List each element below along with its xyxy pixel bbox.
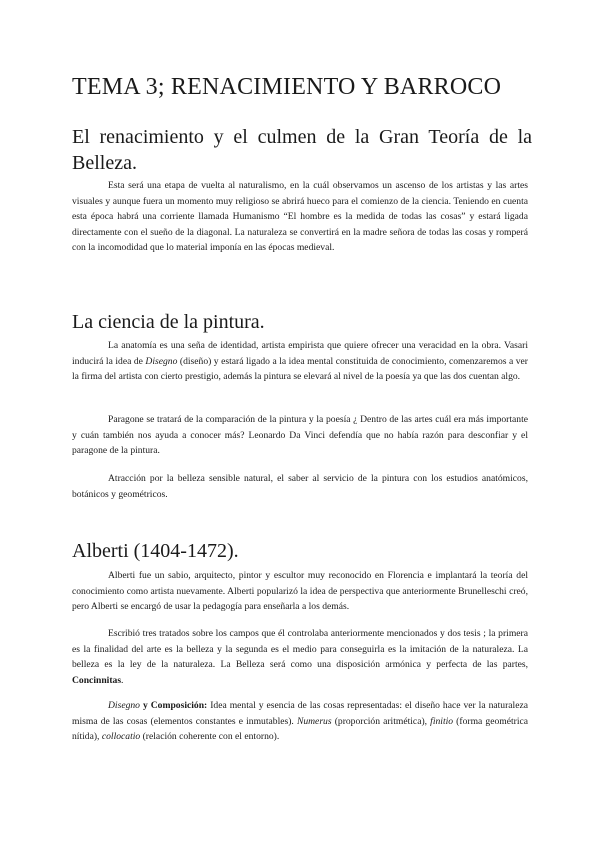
section-heading-alberti: Alberti (1404-1472). <box>72 540 239 562</box>
paragraph-text: Escribió tres tratados sobre los campos que él controlaba anteriormente mencionados y dos tesis ; la primera es la finalidad del arte es la belleza y la segunda es el medio para conseguirla es la imitación de la naturaleza. La belleza es la ley de la naturaleza. La Belleza será como una disposición armónica y perfecta de las partes, <box>72 628 528 670</box>
section-heading-renacimiento: El renacimiento y el culmen de la Gran Teoría de la Belleza. <box>72 126 532 174</box>
composicion-term: Composición: <box>150 700 208 711</box>
paragraph-text: Idea mental y esencia de las cosas representadas: el diseño hace ver la naturaleza misma de las cosas (elementos constantes e inmutables). <box>72 700 528 727</box>
paragraph-tratados <box>72 626 528 688</box>
paragraph-anatomia <box>72 338 528 385</box>
paragraph-disegno-composicion <box>72 698 528 745</box>
disegno-term: Disegno <box>108 700 140 711</box>
paragraph-text: (relación coherente con el entorno). <box>140 731 280 742</box>
disegno-term: Disegno <box>145 355 178 367</box>
conjunction: y <box>139 700 151 711</box>
numerus-term: Numerus <box>296 715 332 727</box>
paragraph-text: (forma geométrica nítida), <box>72 715 529 742</box>
paragraph-text: (diseño) y estará ligado a la idea mental constituida de conocimiento, comenzaremos a ver la firma del artista con cierto prestigio, además la pintura se elevará al nivel de la poesía ya que las dos cuentan algo. <box>72 355 529 382</box>
finitio-term: finitio <box>430 715 454 727</box>
paragraph-atraccion: Atracción por la belleza sensible natural, el saber al servicio de la pintura con los estudios anatómicos, botánicos y geométricos. <box>72 473 528 500</box>
page-title: TEMA 3; RENACIMIENTO Y BARROCO <box>72 74 502 100</box>
section-heading-ciencia-pintura: La ciencia de la pintura. <box>72 311 265 333</box>
paragraph-paragone: Paragone se tratará de la comparación de la pintura y la poesía ¿ Dentro de las artes cuál era más importante y cuán también nos ayuda a conocer más? Leonardo Da Vinci defendía que no había razón para desconfiar y el paragone de la pintura. <box>72 414 528 456</box>
paragraph-alberti-bio: Alberti fue un sabio, arquitecto, pintor y escultor muy reconocido en Florencia e implantará la teoría del conocimiento como artista nuevamente. Alberti popularizó la idea de perspectiva que anteriormente Brunelleschi creó, pero Alberti se encargó de usar la pedagogía para enseñarla a los demás. <box>72 570 528 612</box>
paragraph-end: . <box>121 674 124 686</box>
concinnitas-term: Concinnitas <box>72 674 122 686</box>
paragraph-text: La anatomía es una seña de identidad, artista empirista que quiere ofrecer una veracidad en la obra. Vasari inducirá la idea de <box>72 340 528 367</box>
paragraph-naturalismo: Esta será una etapa de vuelta al naturalismo, en la cuál observamos un ascenso de los artistas y las artes visuales y aunque fuera un momento muy religioso se abrirá hueco para el comienzo de la ciencia. Teniendo en cuenta esta época habrá una corriente llamada Humanismo “El hombre es la medida de todas las cosas” y estará ligada directamente con el sueño de la diagonal. La naturaleza se convertirá en la madre señora de todas las cosas y romperá con la incomodidad que lo material imponía en las épocas medieval. <box>72 180 528 253</box>
collocatio-term: collocatio <box>101 731 141 742</box>
paragraph-text: (proporción aritmética), <box>331 715 431 727</box>
